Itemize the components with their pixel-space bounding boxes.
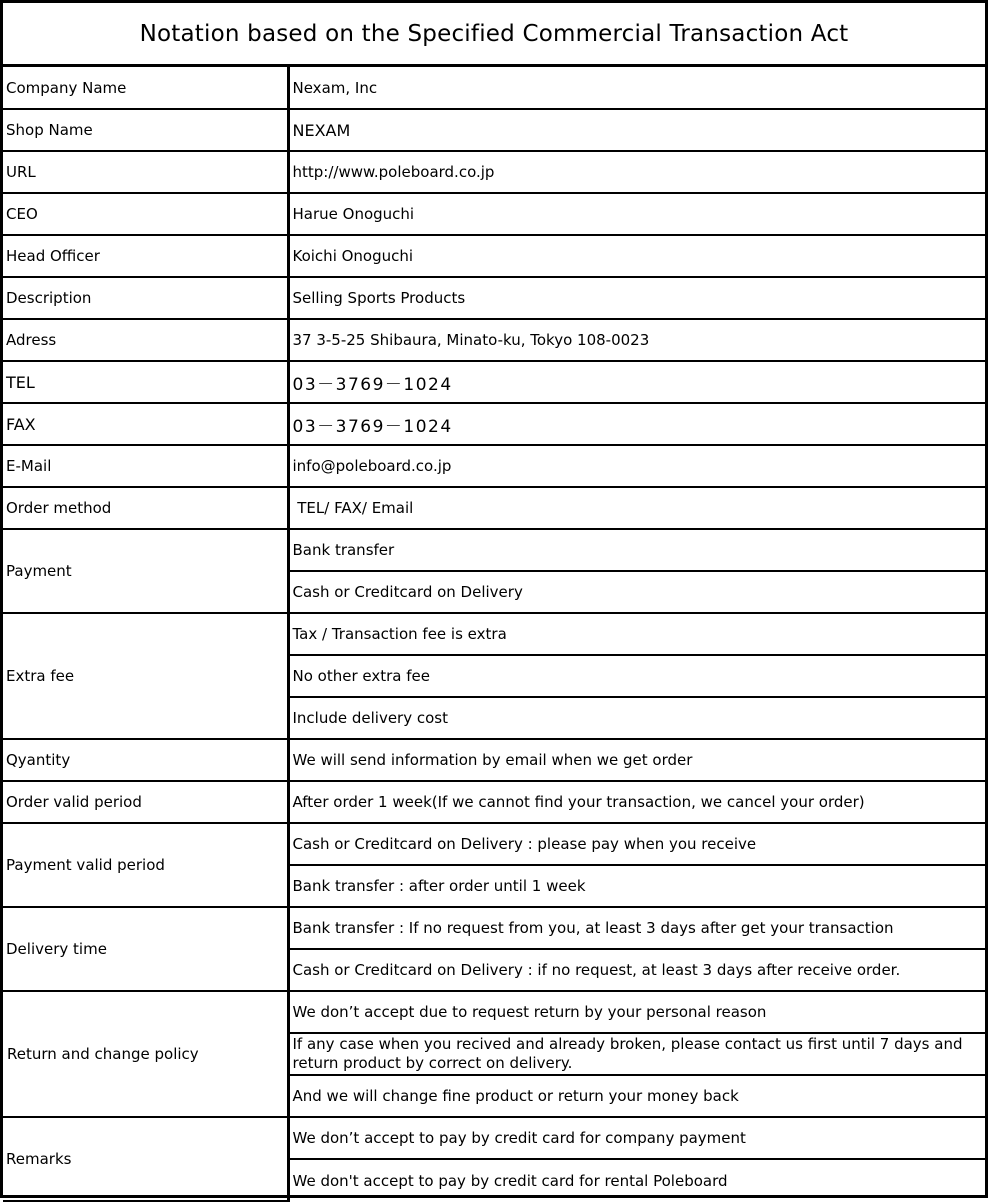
- value-email: info@poleboard.co.jp: [288, 445, 985, 487]
- value-return-policy-1: We don’t accept due to request return by your personal reason: [288, 991, 985, 1033]
- label-email: E-Mail: [3, 445, 288, 487]
- table-row: [3, 193, 985, 235]
- value-payment-valid-period-2: Bank transfer : after order until 1 week: [288, 865, 985, 907]
- table-row: [3, 277, 985, 319]
- label-remarks: Remarks: [3, 1117, 288, 1201]
- table-row: [3, 67, 985, 109]
- value-tel: 03－3769－1024: [288, 361, 985, 403]
- notation-table: [3, 67, 985, 1202]
- value-company-name: Nexam, Inc: [288, 67, 985, 109]
- label-shop-name: Shop Name: [3, 109, 288, 151]
- label-delivery-time: Delivery time: [3, 907, 288, 991]
- table-row: [3, 613, 985, 655]
- value-return-policy-3: And we will change fine product or return your money back: [288, 1075, 985, 1117]
- label-payment-valid-period: Payment valid period: [3, 823, 288, 907]
- table-row: [3, 151, 985, 193]
- label-address: Adress: [3, 319, 288, 361]
- table-row: [3, 445, 985, 487]
- label-quantity: Qyantity: [3, 739, 288, 781]
- label-tel: TEL: [3, 361, 288, 403]
- label-order-method: Order method: [3, 487, 288, 529]
- value-ceo: Harue Onoguchi: [288, 193, 985, 235]
- label-ceo: CEO: [3, 193, 288, 235]
- label-fax: FAX: [3, 403, 288, 445]
- value-payment-valid-period-1: Cash or Creditcard on Delivery : please pay when you receive: [288, 823, 985, 865]
- value-shop-name: NEXAM: [288, 109, 985, 151]
- value-description: Selling Sports Products: [288, 277, 985, 319]
- table-row: [3, 739, 985, 781]
- value-payment-2: Cash or Creditcard on Delivery: [288, 571, 985, 613]
- value-remarks-2: We don't accept to pay by credit card for rental Poleboard: [288, 1159, 985, 1201]
- table-row: [3, 529, 985, 571]
- table-row: [3, 361, 985, 403]
- label-company-name: Company Name: [3, 67, 288, 109]
- value-order-valid-period: After order 1 week(If we cannot find your transaction, we cancel your order): [288, 781, 985, 823]
- label-url: URL: [3, 151, 288, 193]
- sheet-title: Notation based on the Specified Commercial Transaction Act: [3, 3, 985, 67]
- label-head-officer: Head Officer: [3, 235, 288, 277]
- label-payment: Payment: [3, 529, 288, 613]
- value-remarks-1: We don’t accept to pay by credit card for company payment: [288, 1117, 985, 1159]
- value-address: 37 3-5-25 Shibaura, Minato-ku, Tokyo 108-0023: [288, 319, 985, 361]
- table-row: [3, 319, 985, 361]
- value-fax: 03－3769－1024: [288, 403, 985, 445]
- value-return-policy-2: If any case when you recived and already broken, please contact us first until 7 days and return product by correct on delivery.: [288, 1033, 985, 1075]
- table-row: [3, 109, 985, 151]
- value-quantity: We will send information by email when we get order: [288, 739, 985, 781]
- table-row: [3, 907, 985, 949]
- label-order-valid-period: Order valid period: [3, 781, 288, 823]
- table-row: [3, 487, 985, 529]
- label-description: Description: [3, 277, 288, 319]
- value-head-officer: Koichi Onoguchi: [288, 235, 985, 277]
- table-row: [3, 403, 985, 445]
- label-extra-fee: Extra fee: [3, 613, 288, 739]
- table-row: [3, 235, 985, 277]
- value-extra-fee-2: No other extra fee: [288, 655, 985, 697]
- table-row: [3, 781, 985, 823]
- value-delivery-time-1: Bank transfer : If no request from you, at least 3 days after get your transaction: [288, 907, 985, 949]
- table-row: [3, 991, 985, 1033]
- table-row: [3, 823, 985, 865]
- value-delivery-time-2: Cash or Creditcard on Delivery : if no request, at least 3 days after receive order.: [288, 949, 985, 991]
- value-url: http://www.poleboard.co.jp: [288, 151, 985, 193]
- value-extra-fee-3: Include delivery cost: [288, 697, 985, 739]
- value-order-method: TEL/ FAX/ Email: [288, 487, 985, 529]
- value-payment-1: Bank transfer: [288, 529, 985, 571]
- table-row: [3, 1117, 985, 1159]
- value-extra-fee-1: Tax / Transaction fee is extra: [288, 613, 985, 655]
- label-return-policy: Return and change policy: [3, 991, 288, 1117]
